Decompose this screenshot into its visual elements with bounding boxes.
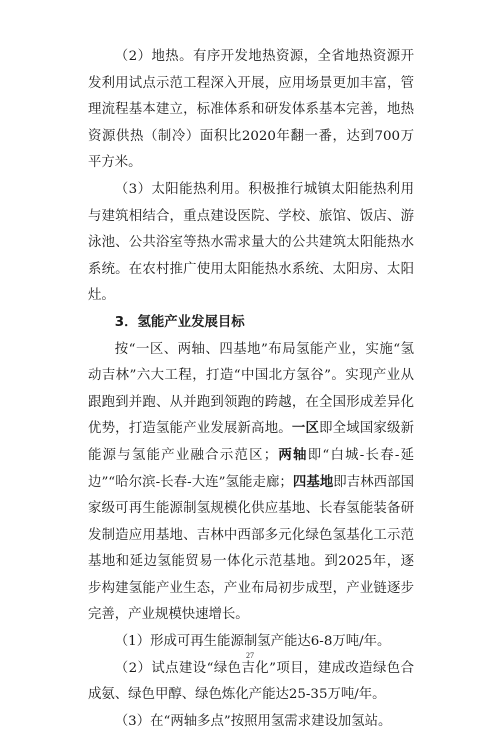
page-number: 27 [246,651,254,660]
paragraph-hydrogen-stations: （3）在“两轴多点”按照用氢需求建设加氢站。 [114,713,392,729]
paragraph-geothermal: （2）地热。有序开发地热资源，全省地热资源开发利用试点示范工程深入开展，应用场景更加丰富，管理流程基本建立，标准体系和研发体系基本完善，地热资源供热（制冷）面积比2020年翻一番，达到700万平方米。 [88,49,414,171]
term-four-bases: 四基地 [292,474,334,490]
document-body [88,44,414,735]
two-axes-description: 即“白城-长春-延边”“哈尔滨-长春-大连”氢能走廊； [88,447,415,490]
section-heading-hydrogen: 3．氢能产业发展目标 [114,314,245,330]
term-two-axes: 两轴 [277,447,308,463]
hydrogen-layout-intro: 按“一区、两轴、四基地”布局氢能产业，实施“氢动吉林”六大工程，打造“中国北方氢谷”。实现产业从跟跑到并跑、从并跑到领跑的跨越，在全国形成差异化优势，打造氢能产业发展新高地。 [88,341,414,437]
paragraph-hydrogen-layout [88,337,414,630]
paragraph-solar-thermal: （3）太阳能热利用。积极推行城镇太阳能热利用与建筑相结合，重点建设医院、学校、旅馆、饭店、游泳池、公共浴室等热水需求量大的公共建筑太阳能热水系统。在农村推广使用太阳能热水系统、太阳房、太阳灶。 [88,181,414,304]
one-zone-description: 即全域国家级新能源与氢能产业融合示范区； [88,421,415,463]
term-one-zone: 一区 [291,421,320,437]
paragraph-green-jihua: （2）试点建设“绿色吉化”项目，建成改造绿色合成氨、绿色甲醇、绿色炼化产能达25-35万吨/年。 [88,660,414,703]
four-bases-description: 即吉林西部国家级可再生能源制氢规模化供应基地、长春氢能装备研发制造应用基地、吉林中西部多元化绿色氢基化工示范基地和延边氢能贸易一体化示范基地。到2025年，逐步构建氢能产业生态，产业布局初步成型，产业链逐步完善，产业规模快速增长。 [88,474,415,623]
paragraph-hydrogen-capacity: （1）形成可再生能源制氢产能达6-8万吨/年。 [114,634,391,650]
